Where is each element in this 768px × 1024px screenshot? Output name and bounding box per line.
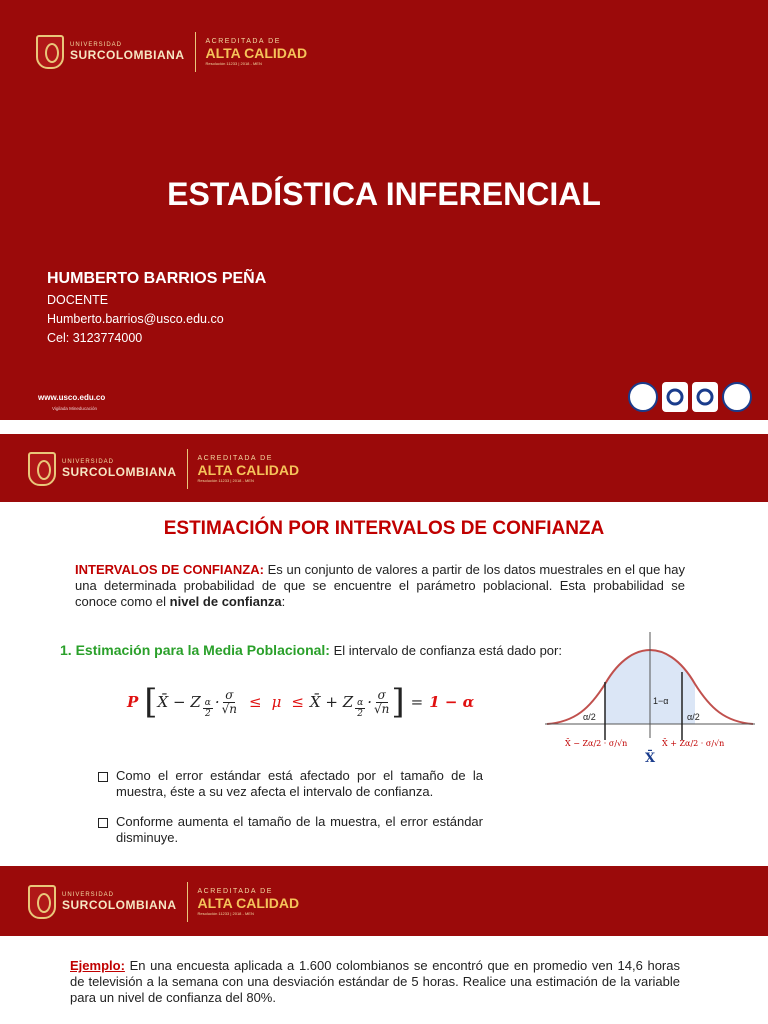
logo-uni-small: UNIVERSIDAD bbox=[70, 42, 123, 48]
slide3-body bbox=[0, 936, 768, 1024]
formula-rhs: X̄ + Z bbox=[309, 693, 354, 711]
sqrt-n-2: √n bbox=[373, 701, 390, 716]
right-bound-label: X̄ + Zα/2 · σ/√n bbox=[662, 739, 725, 748]
example-paragraph bbox=[70, 958, 680, 1006]
university-logo bbox=[36, 32, 307, 72]
logo-acr-big: ALTA CALIDAD bbox=[197, 462, 300, 478]
formula-alpha-frac-2 bbox=[355, 698, 365, 719]
certification-badges bbox=[628, 382, 752, 412]
cover-role: DOCENTE bbox=[47, 293, 109, 307]
alpha-num: α bbox=[204, 697, 211, 708]
logo-divider bbox=[187, 882, 188, 922]
bullet-1 bbox=[98, 768, 483, 800]
confidence-formula bbox=[127, 682, 474, 722]
checkbox-bullet-icon bbox=[98, 818, 108, 828]
bullet-2 bbox=[98, 814, 483, 846]
iqnet-badge-icon bbox=[722, 382, 752, 412]
formula-bracket-open: [ bbox=[144, 682, 158, 722]
formula-eq: = bbox=[410, 693, 424, 711]
normal-curve-diagram bbox=[545, 628, 755, 768]
shield-icon bbox=[36, 35, 64, 69]
logo-acr-small: ACREDITADA DE bbox=[205, 38, 281, 45]
logo-divider bbox=[187, 449, 188, 489]
formula-dot-2: · bbox=[367, 693, 372, 711]
logo-acr-small: ACREDITADA DE bbox=[197, 888, 273, 895]
formula-dot: · bbox=[214, 693, 220, 711]
cover-author: HUMBERTO BARRIOS PEÑA bbox=[47, 270, 267, 287]
formula-p: P bbox=[127, 693, 139, 711]
cover-website: www.usco.edu.co bbox=[38, 393, 106, 402]
section-heading bbox=[60, 642, 580, 659]
logo-acr-tiny: Resolución 11233 | 2018 - MEN bbox=[205, 61, 262, 66]
cover-tagline: Vigilada Mineducación bbox=[52, 406, 97, 411]
formula-sigma-frac-2 bbox=[374, 689, 389, 716]
slide3-header bbox=[0, 866, 768, 936]
cover-phone: Cel: 3123774000 bbox=[47, 331, 143, 345]
alpha-den-2: 2 bbox=[357, 708, 364, 719]
slide2-header bbox=[0, 434, 768, 502]
formula-le-2: ≤ bbox=[291, 693, 304, 711]
logo-uni-small: UNIVERSIDAD bbox=[62, 459, 115, 465]
formula-lhs: X̄ − Z bbox=[157, 693, 201, 711]
university-logo bbox=[28, 449, 299, 489]
university-logo bbox=[28, 882, 299, 922]
intro-text: Es un conjunto de valores a partir de los datos muestrales en el que hay una determinada probabilidad de que se encuentre el parámetro poblacional. Esta probabilidad se conoce como el bbox=[75, 562, 685, 609]
bullet-1-text: Como el error estándar está afectado por el tamaño de la muestra, éste a su vez afecta el intervalo de confianza. bbox=[116, 768, 483, 799]
section-label: 1. Estimación para la Media Poblacional: bbox=[60, 642, 330, 658]
alpha2-left-label: α/2 bbox=[583, 712, 596, 722]
logo-uni-small: UNIVERSIDAD bbox=[62, 892, 115, 898]
logo-acr-big: ALTA CALIDAD bbox=[205, 45, 308, 61]
example-text: En una encuesta aplicada a 1.600 colombianos se encontró que en promedio ven 14,6 horas de televisión a la semana con una desviación estándar de 5 horas. Realice una estimación de la variable para un nivel de confianza del 80%. bbox=[70, 958, 680, 1005]
icontec-badge-icon-2 bbox=[692, 382, 718, 412]
sigma-num-2: σ bbox=[377, 687, 386, 702]
formula-alpha-frac bbox=[203, 698, 213, 719]
logo-uni-big: SURCOLOMBIANA bbox=[62, 898, 177, 912]
sigma-num: σ bbox=[225, 687, 234, 702]
intro-bold: nivel de confianza bbox=[169, 594, 282, 609]
intro-end: : bbox=[281, 594, 286, 609]
formula-bracket-close: ] bbox=[391, 682, 405, 722]
checkbox-bullet-icon bbox=[98, 772, 108, 782]
section-text: El intervalo de confianza está dado por: bbox=[329, 643, 562, 658]
logo-acr-big: ALTA CALIDAD bbox=[197, 895, 300, 911]
intro-paragraph bbox=[75, 562, 685, 610]
alpha2-right-label: α/2 bbox=[687, 712, 700, 722]
center-label: 1−α bbox=[653, 696, 669, 706]
sqrt-n: √n bbox=[221, 701, 237, 716]
slide2-title: ESTIMACIÓN POR INTERVALOS DE CONFIANZA bbox=[163, 518, 605, 539]
logo-divider bbox=[195, 32, 196, 72]
xbar-label: X̄ bbox=[645, 751, 656, 766]
left-bound-label: X̄ − Zα/2 · σ/√n bbox=[565, 739, 628, 748]
cover-email: Humberto.barrios@usco.edu.co bbox=[47, 312, 224, 326]
cover-slide bbox=[0, 0, 768, 420]
intro-label: INTERVALOS DE CONFIANZA: bbox=[75, 562, 264, 577]
formula-sigma-frac bbox=[222, 689, 237, 716]
logo-acr-small: ACREDITADA DE bbox=[197, 455, 273, 462]
shield-icon bbox=[28, 452, 56, 486]
logo-acr-tiny: Resolución 11233 | 2018 - MEN bbox=[197, 478, 254, 483]
formula-le-1: ≤ bbox=[249, 693, 262, 711]
logo-uni-big: SURCOLOMBIANA bbox=[62, 465, 177, 479]
icontec-badge-icon bbox=[662, 382, 688, 412]
cover-title: ESTADÍSTICA INFERENCIAL bbox=[167, 176, 601, 212]
formula-mu: μ bbox=[271, 693, 282, 711]
shield-icon bbox=[28, 885, 56, 919]
slide2-body bbox=[0, 502, 768, 862]
formula-result: 1 − α bbox=[429, 693, 475, 711]
alpha-num-2: α bbox=[357, 697, 364, 708]
bullet-2-text: Conforme aumenta el tamaño de la muestra, el error estándar disminuye. bbox=[116, 814, 483, 845]
logo-acr-tiny: Resolución 11233 | 2018 - MEN bbox=[197, 911, 254, 916]
seal-badge-icon bbox=[628, 382, 658, 412]
alpha-den: 2 bbox=[204, 708, 211, 719]
logo-uni-big: SURCOLOMBIANA bbox=[70, 48, 185, 62]
example-label: Ejemplo: bbox=[70, 958, 125, 973]
